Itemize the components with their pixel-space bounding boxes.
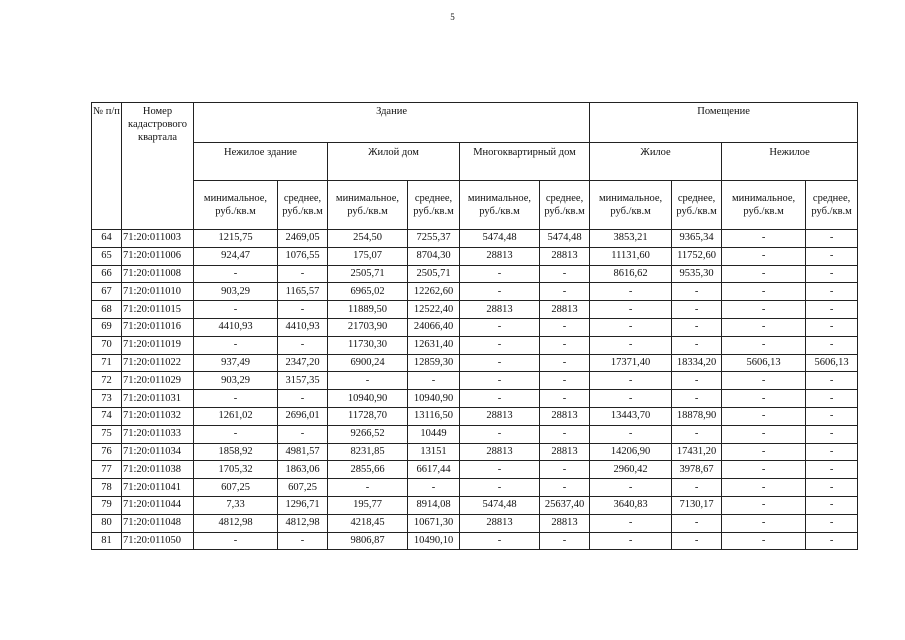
cell-house-min: 8231,85: [328, 443, 408, 461]
cell-residential-min: 8616,62: [590, 265, 672, 283]
cell-house-avg: -: [408, 479, 460, 497]
cell-house-avg: 12262,60: [408, 283, 460, 301]
cell-nonres-building-min: 903,29: [194, 372, 278, 390]
cell-nonres-building-avg: 3157,35: [278, 372, 328, 390]
cell-residential-avg: 11752,60: [672, 247, 722, 265]
cell-house-avg: 10940,90: [408, 390, 460, 408]
cell-house-min: 6965,02: [328, 283, 408, 301]
cell-residential-avg: -: [672, 318, 722, 336]
cell-residential-avg: -: [672, 283, 722, 301]
cell-row-number: 75: [92, 425, 122, 443]
cell-house-min: -: [328, 479, 408, 497]
cell-nonres-building-min: -: [194, 390, 278, 408]
cell-nonresidential-min: -: [722, 230, 806, 248]
cell-nonresidential-avg: -: [806, 532, 858, 550]
header-kvartal: Номер кадастрового квартала: [122, 103, 194, 230]
cell-kvartal-number: 71:20:011033: [122, 425, 194, 443]
header-min: минимальное, руб./кв.м: [328, 181, 408, 230]
cell-apartment-avg: -: [540, 532, 590, 550]
table-row: [92, 425, 858, 443]
cell-house-min: 21703,90: [328, 318, 408, 336]
cell-residential-min: -: [590, 336, 672, 354]
cell-apartment-min: -: [460, 265, 540, 283]
header-min: минимальное, руб./кв.м: [722, 181, 806, 230]
cell-kvartal-number: 71:20:011019: [122, 336, 194, 354]
cell-apartment-avg: -: [540, 283, 590, 301]
cell-apartment-avg: 25637,40: [540, 496, 590, 514]
cell-nonres-building-min: 1858,92: [194, 443, 278, 461]
cell-residential-avg: -: [672, 425, 722, 443]
cell-nonresidential-avg: -: [806, 496, 858, 514]
cell-house-min: 254,50: [328, 230, 408, 248]
cell-house-min: -: [328, 372, 408, 390]
cell-row-number: 69: [92, 318, 122, 336]
cell-house-min: 6900,24: [328, 354, 408, 372]
cell-residential-avg: 9365,34: [672, 230, 722, 248]
cell-nonresidential-min: -: [722, 407, 806, 425]
cell-row-number: 73: [92, 390, 122, 408]
table-row: [92, 283, 858, 301]
cell-house-avg: 8914,08: [408, 496, 460, 514]
cell-residential-min: -: [590, 479, 672, 497]
cell-nonresidential-avg: -: [806, 265, 858, 283]
cell-nonres-building-min: -: [194, 425, 278, 443]
cell-row-number: 64: [92, 230, 122, 248]
cell-nonresidential-avg: -: [806, 479, 858, 497]
cell-nonres-building-min: -: [194, 301, 278, 319]
table-row: [92, 532, 858, 550]
cell-kvartal-number: 71:20:011029: [122, 372, 194, 390]
header-nonresidential: Нежилое: [722, 143, 858, 181]
cell-house-min: 11728,70: [328, 407, 408, 425]
cell-nonres-building-min: 607,25: [194, 479, 278, 497]
cell-row-number: 67: [92, 283, 122, 301]
table-row: [92, 372, 858, 390]
cell-nonres-building-avg: -: [278, 301, 328, 319]
cell-residential-avg: -: [672, 336, 722, 354]
table-row: [92, 336, 858, 354]
cell-apartment-min: 28813: [460, 443, 540, 461]
cell-residential-min: -: [590, 283, 672, 301]
cell-residential-min: -: [590, 514, 672, 532]
cell-nonresidential-min: -: [722, 390, 806, 408]
cell-kvartal-number: 71:20:011022: [122, 354, 194, 372]
cell-nonres-building-avg: -: [278, 336, 328, 354]
cell-nonres-building-min: 1261,02: [194, 407, 278, 425]
cell-nonresidential-avg: -: [806, 336, 858, 354]
cell-kvartal-number: 71:20:011031: [122, 390, 194, 408]
cell-nonresidential-min: -: [722, 532, 806, 550]
cell-apartment-min: 28813: [460, 301, 540, 319]
cell-residential-avg: 3978,67: [672, 461, 722, 479]
cell-nonres-building-avg: 2469,05: [278, 230, 328, 248]
cell-apartment-avg: -: [540, 461, 590, 479]
cell-apartment-min: -: [460, 425, 540, 443]
header-min: минимальное, руб./кв.м: [590, 181, 672, 230]
cell-nonres-building-avg: 4410,93: [278, 318, 328, 336]
cell-house-min: 9806,87: [328, 532, 408, 550]
cell-residential-avg: -: [672, 479, 722, 497]
cell-house-avg: 10490,10: [408, 532, 460, 550]
cell-apartment-avg: 28813: [540, 247, 590, 265]
cell-nonresidential-avg: -: [806, 283, 858, 301]
cell-house-avg: 2505,71: [408, 265, 460, 283]
header-avg: среднее, руб./кв.м: [806, 181, 858, 230]
cell-residential-avg: 17431,20: [672, 443, 722, 461]
header-avg: среднее, руб./кв.м: [408, 181, 460, 230]
table-row: [92, 461, 858, 479]
cell-house-min: 10940,90: [328, 390, 408, 408]
cell-house-avg: 7255,37: [408, 230, 460, 248]
cell-nonres-building-min: 4812,98: [194, 514, 278, 532]
table-row: [92, 443, 858, 461]
cell-nonres-building-avg: 607,25: [278, 479, 328, 497]
cell-row-number: 68: [92, 301, 122, 319]
cell-nonres-building-avg: -: [278, 265, 328, 283]
cell-apartment-min: 28813: [460, 247, 540, 265]
cell-kvartal-number: 71:20:011010: [122, 283, 194, 301]
cell-nonres-building-avg: 1863,06: [278, 461, 328, 479]
cell-house-avg: 10449: [408, 425, 460, 443]
cell-nonres-building-avg: -: [278, 425, 328, 443]
cell-house-avg: 6617,44: [408, 461, 460, 479]
cell-apartment-min: -: [460, 461, 540, 479]
cell-nonres-building-avg: 1076,55: [278, 247, 328, 265]
cell-nonresidential-avg: -: [806, 230, 858, 248]
cell-apartment-min: 28813: [460, 407, 540, 425]
cell-apartment-min: 5474,48: [460, 230, 540, 248]
cell-nonres-building-min: 903,29: [194, 283, 278, 301]
cell-house-avg: 13116,50: [408, 407, 460, 425]
header-num: № п/п: [92, 103, 122, 230]
table-row: [92, 479, 858, 497]
cell-nonres-building-min: 4410,93: [194, 318, 278, 336]
cell-nonresidential-avg: -: [806, 301, 858, 319]
cell-kvartal-number: 71:20:011034: [122, 443, 194, 461]
cell-apartment-avg: -: [540, 390, 590, 408]
header-min: минимальное, руб./кв.м: [460, 181, 540, 230]
cell-house-avg: 24066,40: [408, 318, 460, 336]
cell-house-min: 175,07: [328, 247, 408, 265]
cell-nonresidential-avg: -: [806, 247, 858, 265]
cell-nonresidential-min: -: [722, 372, 806, 390]
cell-nonresidential-avg: -: [806, 461, 858, 479]
cell-nonres-building-avg: -: [278, 532, 328, 550]
header-avg: среднее, руб./кв.м: [278, 181, 328, 230]
cell-apartment-min: 5474,48: [460, 496, 540, 514]
cell-apartment-avg: -: [540, 425, 590, 443]
cell-kvartal-number: 71:20:011038: [122, 461, 194, 479]
cell-row-number: 66: [92, 265, 122, 283]
cell-residential-min: 3853,21: [590, 230, 672, 248]
cell-row-number: 77: [92, 461, 122, 479]
cell-nonresidential-avg: -: [806, 407, 858, 425]
cell-apartment-min: -: [460, 372, 540, 390]
cell-residential-avg: 9535,30: [672, 265, 722, 283]
table-body: [92, 230, 858, 550]
cell-apartment-avg: 28813: [540, 301, 590, 319]
cell-residential-avg: -: [672, 301, 722, 319]
cell-house-avg: 12522,40: [408, 301, 460, 319]
cell-row-number: 71: [92, 354, 122, 372]
cell-nonres-building-min: 1705,32: [194, 461, 278, 479]
header-building: Здание: [194, 103, 590, 143]
cell-nonresidential-min: -: [722, 265, 806, 283]
cell-apartment-min: -: [460, 390, 540, 408]
cell-nonresidential-min: -: [722, 283, 806, 301]
cell-apartment-avg: -: [540, 336, 590, 354]
cell-row-number: 79: [92, 496, 122, 514]
header-residential: Жилое: [590, 143, 722, 181]
cell-kvartal-number: 71:20:011016: [122, 318, 194, 336]
cell-house-min: 9266,52: [328, 425, 408, 443]
table-row: [92, 354, 858, 372]
cell-nonresidential-min: -: [722, 514, 806, 532]
cell-nonresidential-avg: -: [806, 443, 858, 461]
cell-kvartal-number: 71:20:011015: [122, 301, 194, 319]
cell-nonres-building-avg: 1296,71: [278, 496, 328, 514]
cell-nonres-building-avg: 2347,20: [278, 354, 328, 372]
cell-apartment-avg: 28813: [540, 407, 590, 425]
cell-house-min: 2855,66: [328, 461, 408, 479]
cell-nonresidential-avg: -: [806, 514, 858, 532]
table-row: [92, 496, 858, 514]
cell-kvartal-number: 71:20:011006: [122, 247, 194, 265]
header-avg: среднее, руб./кв.м: [540, 181, 590, 230]
cell-apartment-min: -: [460, 283, 540, 301]
cell-kvartal-number: 71:20:011041: [122, 479, 194, 497]
header-min: минимальное, руб./кв.м: [194, 181, 278, 230]
cell-house-min: 11730,30: [328, 336, 408, 354]
header-avg: среднее, руб./кв.м: [672, 181, 722, 230]
cell-residential-avg: -: [672, 514, 722, 532]
cell-house-avg: 10671,30: [408, 514, 460, 532]
cell-nonresidential-min: -: [722, 318, 806, 336]
table-row: [92, 301, 858, 319]
cell-apartment-avg: -: [540, 265, 590, 283]
cell-row-number: 74: [92, 407, 122, 425]
cell-apartment-min: -: [460, 336, 540, 354]
cell-kvartal-number: 71:20:011032: [122, 407, 194, 425]
cadastral-value-table: [91, 102, 858, 550]
cell-residential-min: 2960,42: [590, 461, 672, 479]
cell-house-min: 11889,50: [328, 301, 408, 319]
cell-row-number: 76: [92, 443, 122, 461]
cell-apartment-avg: -: [540, 372, 590, 390]
page-number: 5: [450, 12, 455, 22]
cell-kvartal-number: 71:20:011050: [122, 532, 194, 550]
cell-nonresidential-min: -: [722, 496, 806, 514]
cell-apartment-avg: -: [540, 318, 590, 336]
cell-house-min: 195,77: [328, 496, 408, 514]
cell-nonres-building-min: 7,33: [194, 496, 278, 514]
cell-apartment-avg: 28813: [540, 514, 590, 532]
cell-residential-avg: 7130,17: [672, 496, 722, 514]
cell-apartment-min: 28813: [460, 514, 540, 532]
cell-house-avg: 8704,30: [408, 247, 460, 265]
cell-nonres-building-min: 1215,75: [194, 230, 278, 248]
cell-apartment-avg: 28813: [540, 443, 590, 461]
cell-residential-min: 13443,70: [590, 407, 672, 425]
cell-house-min: 4218,45: [328, 514, 408, 532]
table-row: [92, 390, 858, 408]
cell-nonresidential-min: -: [722, 247, 806, 265]
table-row: [92, 318, 858, 336]
cell-nonresidential-avg: -: [806, 390, 858, 408]
cell-residential-avg: 18334,20: [672, 354, 722, 372]
cell-row-number: 80: [92, 514, 122, 532]
cell-nonres-building-min: -: [194, 265, 278, 283]
cell-apartment-avg: 5474,48: [540, 230, 590, 248]
cell-row-number: 70: [92, 336, 122, 354]
header-apartment: Многоквартирный дом: [460, 143, 590, 181]
cell-kvartal-number: 71:20:011044: [122, 496, 194, 514]
table-row: [92, 514, 858, 532]
cell-nonresidential-min: -: [722, 301, 806, 319]
cell-nonresidential-avg: -: [806, 318, 858, 336]
cell-apartment-min: -: [460, 479, 540, 497]
cell-residential-min: -: [590, 390, 672, 408]
cell-nonres-building-avg: 2696,01: [278, 407, 328, 425]
cell-residential-min: -: [590, 372, 672, 390]
cell-residential-min: 14206,90: [590, 443, 672, 461]
cell-residential-min: -: [590, 532, 672, 550]
cell-residential-avg: 18878,90: [672, 407, 722, 425]
cell-nonresidential-min: 5606,13: [722, 354, 806, 372]
cell-nonres-building-avg: 4981,57: [278, 443, 328, 461]
cell-nonresidential-min: -: [722, 461, 806, 479]
cell-row-number: 72: [92, 372, 122, 390]
cell-residential-avg: -: [672, 372, 722, 390]
cell-row-number: 65: [92, 247, 122, 265]
header-premises: Помещение: [590, 103, 858, 143]
cell-nonresidential-avg: -: [806, 425, 858, 443]
cell-house-avg: -: [408, 372, 460, 390]
cell-apartment-min: -: [460, 532, 540, 550]
table-row: [92, 407, 858, 425]
cell-nonresidential-min: -: [722, 425, 806, 443]
cell-apartment-avg: -: [540, 354, 590, 372]
cell-residential-avg: -: [672, 390, 722, 408]
table-row: [92, 230, 858, 248]
cell-house-avg: 12631,40: [408, 336, 460, 354]
cell-nonres-building-min: -: [194, 532, 278, 550]
cell-residential-min: -: [590, 301, 672, 319]
cell-house-avg: 12859,30: [408, 354, 460, 372]
cell-kvartal-number: 71:20:011048: [122, 514, 194, 532]
cell-nonres-building-min: 937,49: [194, 354, 278, 372]
cell-residential-min: 17371,40: [590, 354, 672, 372]
cell-nonres-building-min: 924,47: [194, 247, 278, 265]
cell-residential-min: -: [590, 318, 672, 336]
cell-nonresidential-min: -: [722, 479, 806, 497]
cell-nonresidential-avg: 5606,13: [806, 354, 858, 372]
table-row: [92, 247, 858, 265]
cell-nonresidential-min: -: [722, 336, 806, 354]
cell-house-min: 2505,71: [328, 265, 408, 283]
cell-row-number: 78: [92, 479, 122, 497]
cell-apartment-avg: -: [540, 479, 590, 497]
table-row: [92, 265, 858, 283]
cell-house-avg: 13151: [408, 443, 460, 461]
header-house: Жилой дом: [328, 143, 460, 181]
cell-nonres-building-avg: 4812,98: [278, 514, 328, 532]
cell-row-number: 81: [92, 532, 122, 550]
cell-residential-min: 3640,83: [590, 496, 672, 514]
cell-nonresidential-min: -: [722, 443, 806, 461]
cell-apartment-min: -: [460, 318, 540, 336]
cell-residential-avg: -: [672, 532, 722, 550]
cell-kvartal-number: 71:20:011008: [122, 265, 194, 283]
cell-nonres-building-avg: -: [278, 390, 328, 408]
cell-kvartal-number: 71:20:011003: [122, 230, 194, 248]
cell-apartment-min: -: [460, 354, 540, 372]
cell-nonres-building-min: -: [194, 336, 278, 354]
cell-residential-min: 11131,60: [590, 247, 672, 265]
cell-nonresidential-avg: -: [806, 372, 858, 390]
cell-residential-min: -: [590, 425, 672, 443]
header-nonres-building: Нежилое здание: [194, 143, 328, 181]
cell-nonres-building-avg: 1165,57: [278, 283, 328, 301]
